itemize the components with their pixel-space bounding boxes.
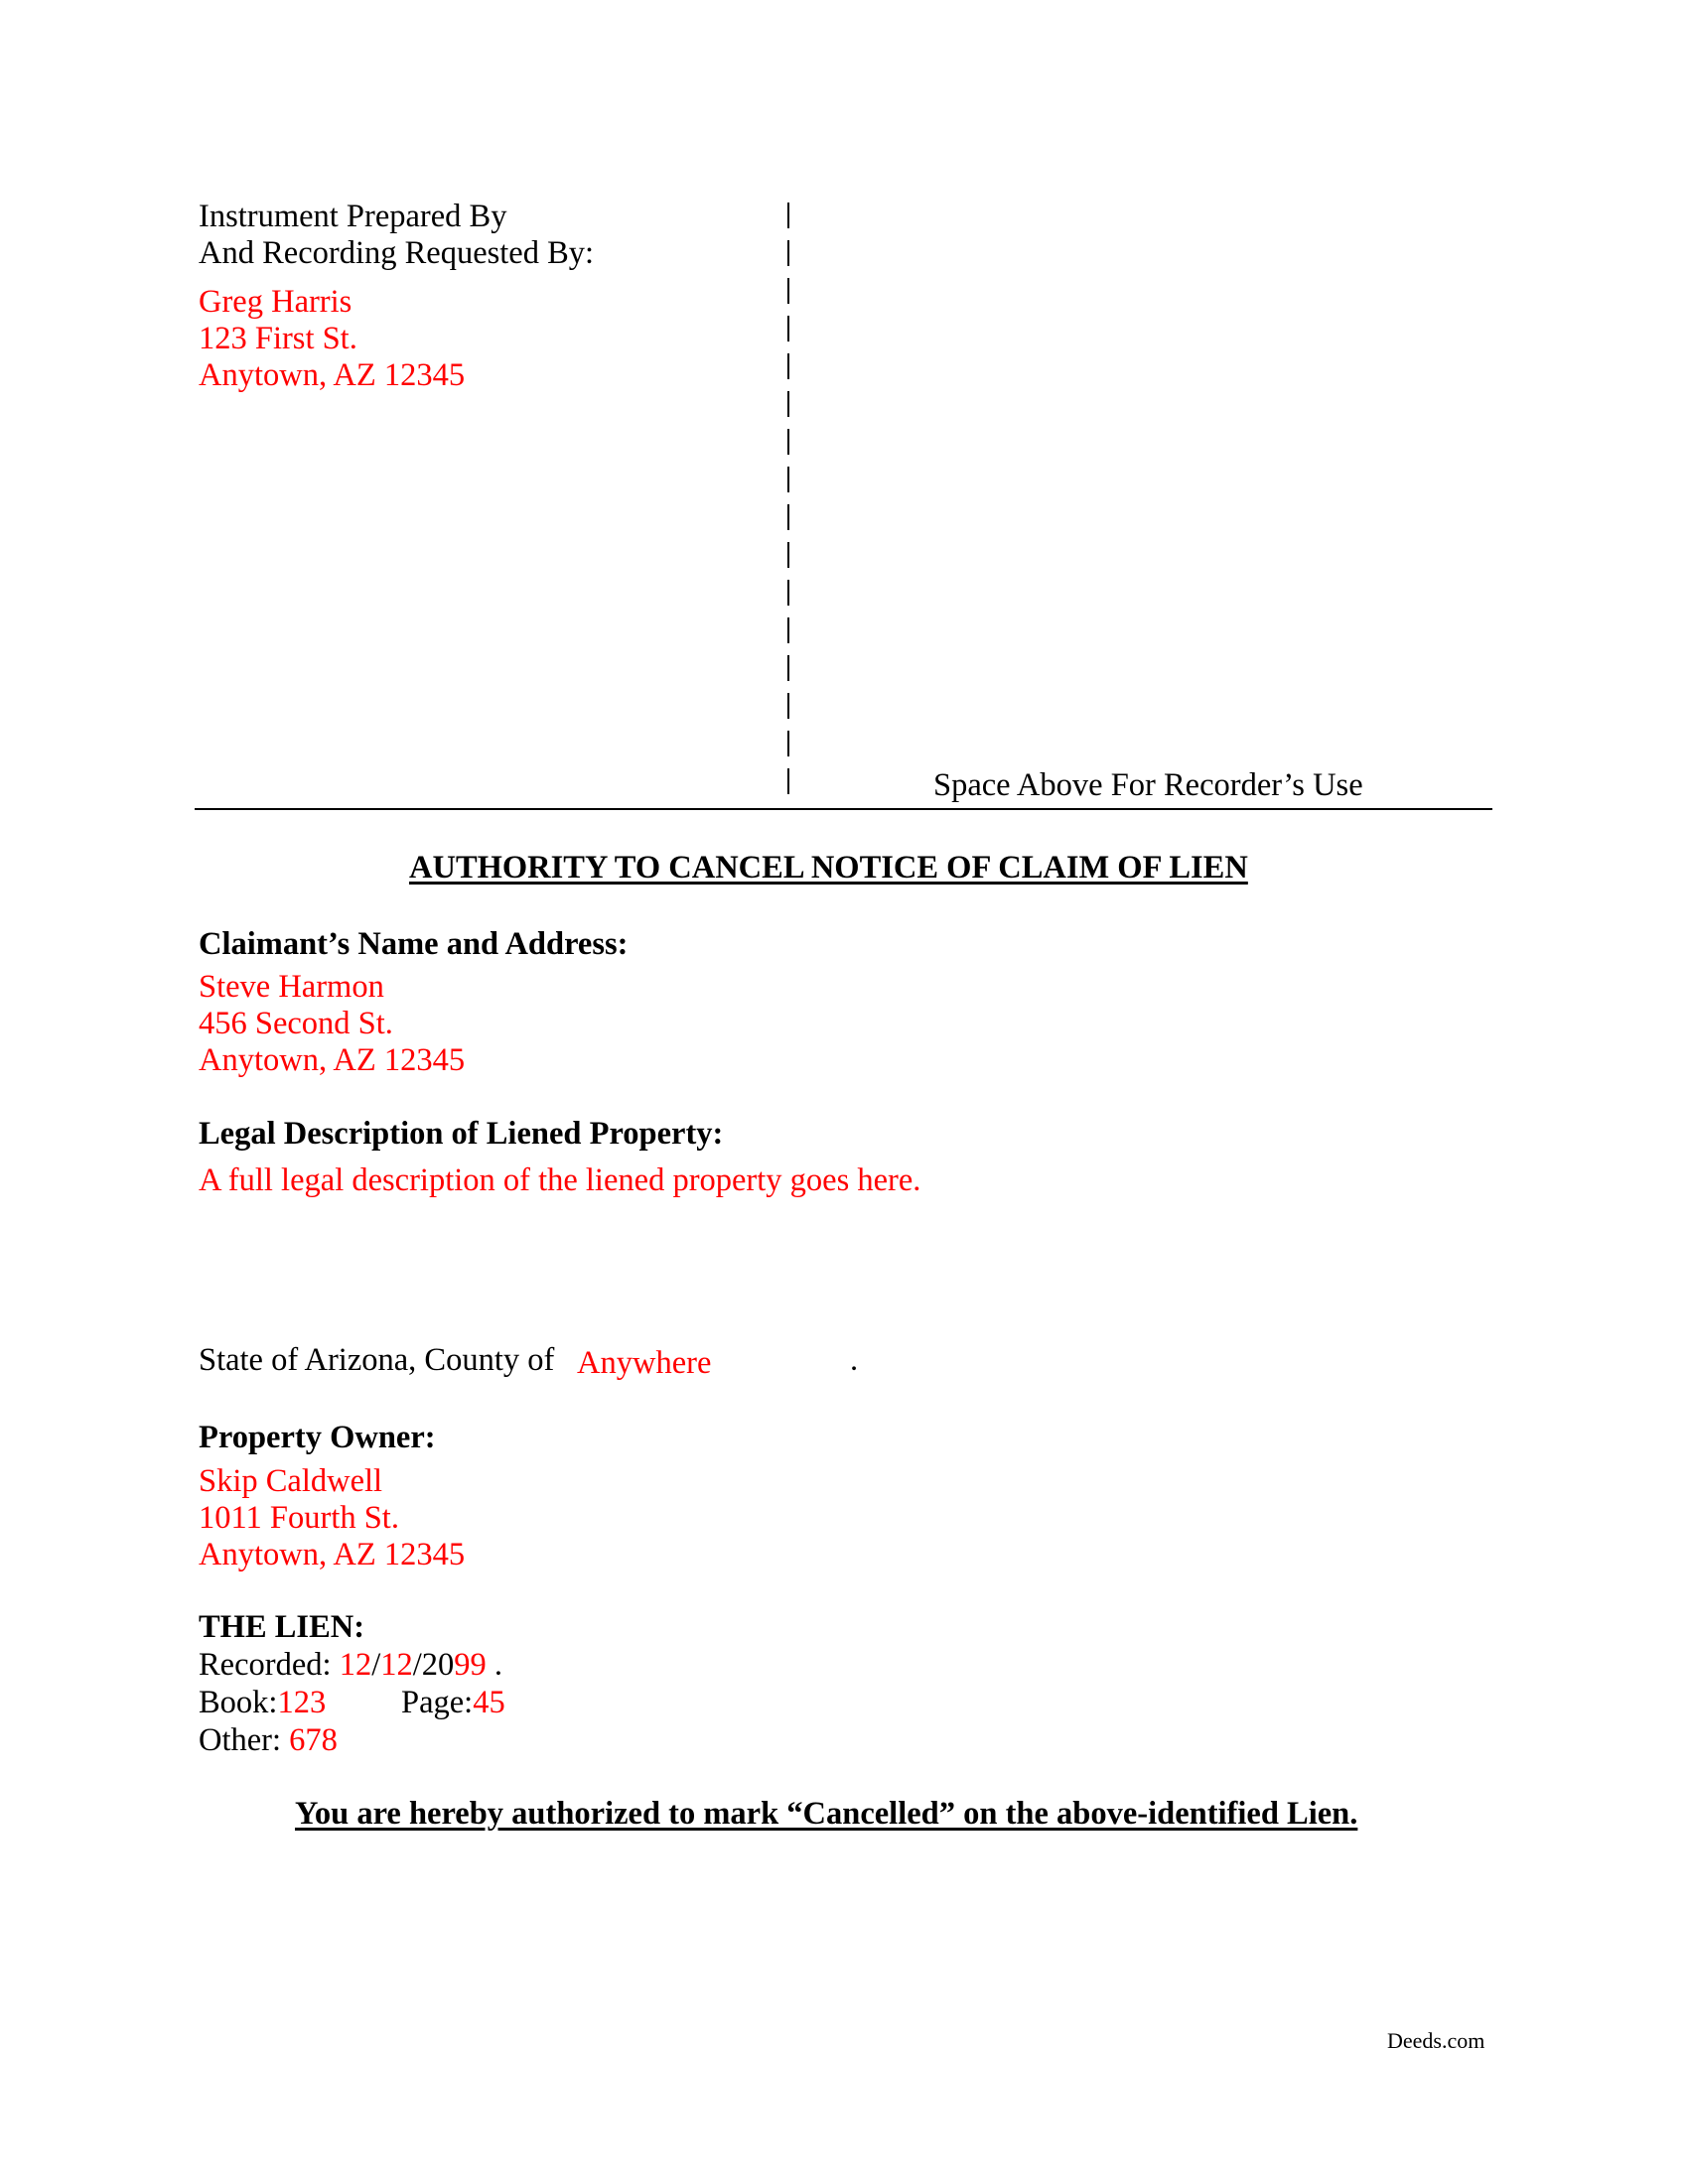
lien-recorded-line — [199, 1647, 502, 1684]
state-county-period: . — [850, 1342, 859, 1378]
recorder-rule — [195, 808, 1492, 810]
recorded-day: 12 — [380, 1647, 413, 1683]
footer-brand: Deeds.com — [1387, 2028, 1485, 2053]
claimant-street: 456 Second St. — [199, 1006, 393, 1041]
recorded-year-suffix: 99 — [454, 1647, 487, 1683]
preparer-address — [199, 284, 465, 394]
legal-description-heading: Legal Description of Liened Property: — [199, 1116, 724, 1152]
owner-street: 1011 Fourth St. — [199, 1500, 399, 1536]
lien-page-line — [401, 1685, 505, 1721]
authorization-statement: You are hereby authorized to mark “Cancelled” on the above-identified Lien. — [295, 1796, 1358, 1832]
lien-heading: THE LIEN: — [199, 1609, 365, 1645]
page-value: 45 — [473, 1685, 505, 1720]
book-label: Book: — [199, 1685, 278, 1720]
claimant-name: Steve Harmon — [199, 969, 384, 1005]
recorded-label: Recorded: — [199, 1647, 332, 1683]
owner-heading: Property Owner: — [199, 1420, 436, 1455]
recorded-year-prefix: 20 — [421, 1647, 455, 1683]
preparer-street: 123 First St. — [199, 321, 357, 356]
prepared-by-block — [199, 199, 594, 272]
book-value: 123 — [277, 1685, 327, 1720]
owner-name: Skip Caldwell — [199, 1463, 383, 1499]
page-label: Page: — [401, 1685, 474, 1720]
owner-city: Anytown, AZ 12345 — [199, 1537, 466, 1572]
county-name: Anywhere — [577, 1345, 712, 1381]
recorded-sep-2: / — [412, 1647, 422, 1683]
owner-address — [199, 1463, 465, 1573]
legal-description-text: A full legal description of the liened property goes here. — [199, 1162, 921, 1198]
claimant-heading: Claimant’s Name and Address: — [199, 926, 629, 962]
lien-other-line — [199, 1722, 338, 1759]
prepared-by-line-1: Instrument Prepared By — [199, 199, 507, 234]
document-title: AUTHORITY TO CANCEL NOTICE OF CLAIM OF LIEN — [409, 850, 1248, 886]
other-value: 678 — [289, 1722, 338, 1758]
lien-book-line — [199, 1685, 326, 1721]
preparer-name: Greg Harris — [199, 284, 352, 320]
state-county-label: State of Arizona, County of — [199, 1342, 555, 1378]
recorded-end: . — [493, 1647, 502, 1683]
claimant-address — [199, 969, 465, 1079]
recorded-sep-1: / — [371, 1647, 381, 1683]
prepared-by-line-2: And Recording Requested By: — [199, 235, 595, 271]
recorded-month: 12 — [339, 1647, 372, 1683]
preparer-city: Anytown, AZ 12345 — [199, 357, 466, 393]
other-label: Other: — [199, 1722, 282, 1758]
recorder-space-label: Space Above For Recorder’s Use — [933, 767, 1363, 803]
claimant-city: Anytown, AZ 12345 — [199, 1042, 466, 1078]
